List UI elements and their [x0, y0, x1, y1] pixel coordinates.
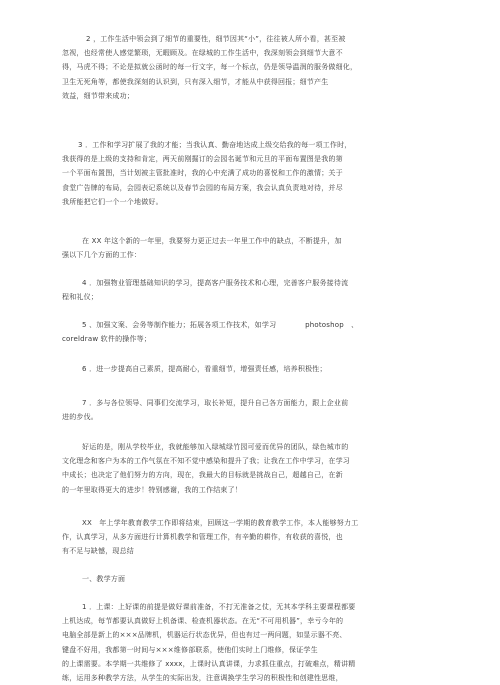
text-line: 4 ．加强物业管理基础知识的学习，提高客户服务技术和心理，完善客户服务接待流 — [82, 279, 349, 287]
text-line: 我获得的是上级的支持和肯定，两天前刚掘订的会园名诞节和元旦的平面布置图是我的第 — [62, 155, 343, 164]
paragraph-teaching — [62, 600, 442, 685]
text-line: 文化理念和客户为本的工作气氛在不知不觉中感染和提升了我；让我在工作中学习，在学习 — [62, 457, 350, 466]
paragraph-7 — [62, 396, 442, 424]
text-line: 7 ．多与各位领导、同事们交流学习，取长补短，提升自己各方面能力，跟上企业前 — [82, 399, 349, 407]
text-line: 程和礼仪； — [62, 293, 98, 302]
paragraph-4 — [62, 276, 442, 304]
paragraph-closing — [62, 440, 442, 497]
text-line: 的一年里取得更大的进步！特别感谢，我的工作结束了！ — [62, 485, 242, 494]
paragraph-3 — [62, 138, 442, 209]
text-line: 2 ，工作生活中领会到了细节的重要性，细节因其“小”，往往被人所小看，甚至被 — [86, 35, 346, 43]
text-line: 1 ．上课：上好课的前提是做好课前准备，不打无准备之仗，无其本学科主要课程都要 — [82, 603, 356, 611]
text-line: 3 ．工作和学习扩展了我的才能；当我认真、勤奋地达成上级交给我的每一项工作时， — [78, 141, 352, 149]
text-line: 一、教学方面 — [82, 575, 126, 583]
paragraph-6 — [62, 362, 442, 376]
text-line: 作，认真学习，从多方面进行计算机教学和管理工作，有辛勤的耕作，有收获的喜悦，也 — [62, 533, 343, 542]
text-line: 的上课需要。本学期一共维修了 xxxx，上课时认真讲课，力求抓住重点，打破难点，精讲精 — [62, 659, 356, 668]
text-line: 我所能把它们一个一个地做好。 — [62, 197, 163, 206]
text-line: 有不足与缺憾，现总结 — [62, 547, 134, 556]
text-line: 卫生无死角等，都使我深刻的认识到，只有深入细节，才能从中获得回报；细节产生 — [62, 77, 329, 86]
paragraph-intro — [62, 234, 442, 262]
text-line: 上机达成，每节都要认真做好上机备课、检查机器状态。在无“不可用机器”，幸亏今年的 — [62, 617, 344, 626]
text-line: 得，马虎不得；不论是拟就公函时的每一行文字，每一个标点，仍是领导温润的服务做细化， — [62, 63, 358, 72]
text-line: 键盘不好用，我都第一时间与×××维修部联系，使他们实时上门维修，保证学生 — [62, 645, 318, 654]
text-line: 忽视，也经常使人感觉繁琐，无暇顾及。在绿城的工作生活中，我深刻领会到细节大意不 — [62, 49, 343, 58]
paragraph-5 — [62, 318, 442, 346]
text-line: 6 ．进一步提高自己素质，提高耐心，看重细节，增强责任感，培养积极性； — [82, 365, 327, 373]
paragraph-summary — [62, 516, 442, 559]
paragraph-2 — [62, 32, 442, 103]
text-line: coreldraw 软件的操作等； — [62, 335, 152, 344]
text-line: 进的步伐。 — [62, 413, 98, 422]
text-line: 5 、加强文案、会务等制作能力；拓展各项工作技术，如学习 photoshop 、 — [82, 321, 359, 329]
text-line: 中成长；也决定了他们努力的方向，现在，我最大的目标就是挑战自己，超越自己，在新 — [62, 471, 343, 480]
text-line: 强以下几个方面的工作： — [62, 251, 142, 260]
text-line: XX 年上学年教育教学工作即将结束，回顾这一学期的教育教学工作，本人能够努力工 — [82, 519, 359, 527]
text-line: 电脑全部是新上的×××品牌机，机器运行状态优异，但也有过一两问题，如显示器不亮、 — [62, 631, 347, 640]
section-heading — [62, 572, 442, 586]
text-line: 效益，细节带来成功； — [62, 91, 134, 100]
text-line: 一个平面布置图，当计划被主管批准时，我的心中充满了成功的喜悦和工作的激情；关于 — [62, 169, 343, 178]
text-line: 食堂广告牌的布局，会园表记系统以及春节会园的布局方案，我会认真负责地对待，并尽 — [62, 183, 343, 192]
text-line: 练，运用多种教学方法，从学生的实际出发，注意调换学生学习的积极性和创建性思维， — [62, 674, 343, 683]
text-line: 在 XX 年这个新的一年里，我要努力更正过去一年里工作中的缺点，不断提升，加 — [82, 237, 342, 245]
text-line: 好运的是，刚从学校毕业，我就能够加入绿城绿竹园可爱而优异的团队，绿色城市的 — [82, 443, 349, 451]
